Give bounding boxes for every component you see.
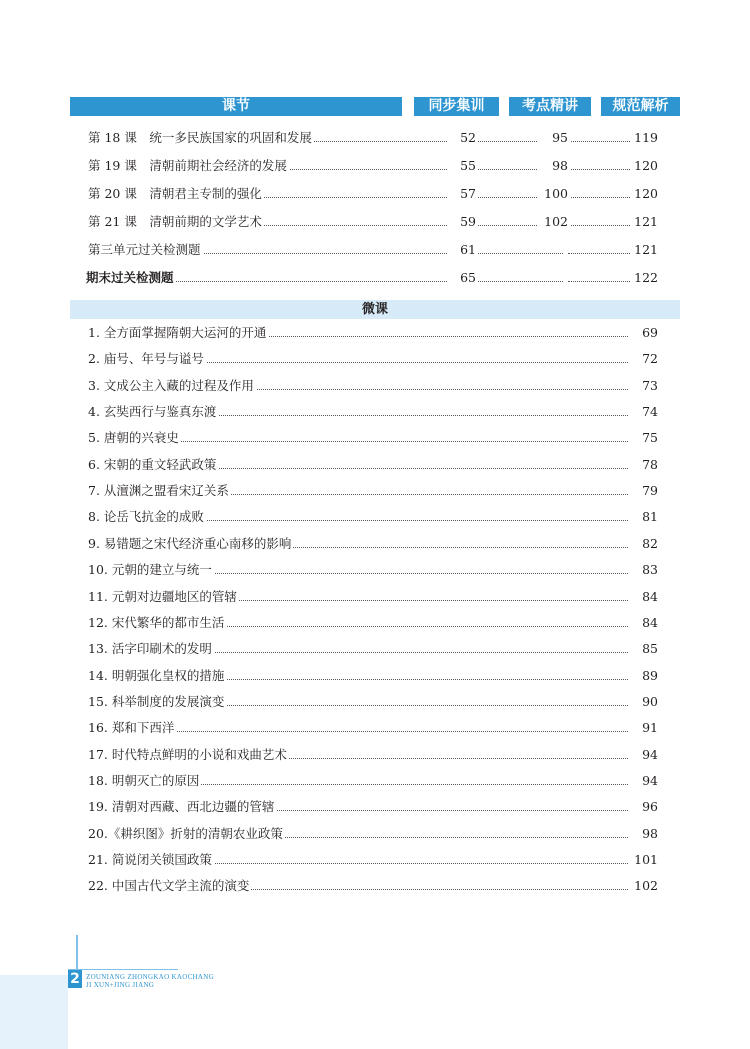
header-analysis: 规范解析 (601, 97, 680, 116)
microclass-page: 69 (629, 322, 658, 344)
microclass-title: 21. 简说闭关锁国政策 (88, 849, 214, 871)
microclass-page: 94 (629, 770, 658, 792)
footer-band (0, 975, 68, 1049)
sync-page: 59 (448, 211, 478, 233)
lesson-row[interactable] (88, 211, 658, 233)
lesson-title: 第 18 课 统一多民族国家的巩固和发展 (88, 127, 314, 149)
microclass-item[interactable] (88, 717, 658, 739)
microclass-page: 94 (629, 744, 658, 766)
microclass-title: 15. 科举制度的发展演变 (88, 691, 226, 713)
microclass-title: 5. 唐朝的兴衰史 (88, 427, 181, 449)
microclass-title: 13. 活字印刷术的发明 (88, 638, 214, 660)
microclass-page: 84 (629, 586, 658, 608)
footer-series-line2: JI XUN+JING JIANG (86, 981, 155, 989)
lesson-title: 第三单元过关检测题 (88, 239, 203, 261)
microclass-page: 101 (629, 849, 658, 871)
analysis-page: 120 (630, 183, 658, 205)
sync-page: 52 (448, 127, 478, 149)
dot-leader (568, 253, 636, 254)
sync-page: 61 (448, 239, 478, 261)
header-sync-training: 同步集训 (414, 97, 499, 116)
lesson-row[interactable] (88, 127, 658, 149)
sync-page: 55 (448, 155, 478, 177)
dot-leader (468, 281, 563, 282)
microclass-title: 4. 玄奘西行与鉴真东渡 (88, 401, 218, 423)
microclass-item[interactable] (88, 401, 658, 423)
lesson-title: 第 19 课 清朝前期社会经济的发展 (88, 155, 289, 177)
dot-leader (568, 281, 636, 282)
microclass-page: 82 (629, 533, 658, 555)
microclass-item[interactable] (88, 849, 658, 871)
analysis-page: 119 (630, 127, 658, 149)
lesson-row[interactable] (88, 267, 658, 289)
microclass-page: 73 (629, 375, 658, 397)
microclass-title: 9. 易错题之宋代经济重心南移的影响 (88, 533, 293, 555)
microclass-item[interactable] (88, 770, 658, 792)
microclass-title: 12. 宋代繁华的都市生活 (88, 612, 226, 634)
lesson-row[interactable] (88, 239, 658, 261)
microclass-title: 22. 中国古代文学主流的演变 (88, 875, 251, 897)
microclass-page: 81 (629, 506, 658, 528)
lesson-row[interactable] (88, 183, 658, 205)
keypoint-page: 98 (538, 155, 570, 177)
microclass-item[interactable] (88, 638, 658, 660)
microclass-item[interactable] (88, 533, 658, 555)
dot-leader (568, 225, 636, 226)
lesson-title: 第 20 课 清朝君主专制的强化 (88, 183, 264, 205)
footer-divider (68, 969, 178, 970)
microclass-page: 96 (629, 796, 658, 818)
microclass-item[interactable] (88, 427, 658, 449)
analysis-page: 120 (630, 155, 658, 177)
keypoint-page: 95 (538, 127, 570, 149)
microclass-item[interactable] (88, 454, 658, 476)
microclass-title: 17. 时代特点鲜明的小说和戏曲艺术 (88, 744, 289, 766)
microclass-item[interactable] (88, 375, 658, 397)
microclass-title: 2. 庙号、年号与谥号 (88, 348, 206, 370)
lesson-row[interactable] (88, 155, 658, 177)
microclass-item[interactable] (88, 348, 658, 370)
dot-leader (468, 253, 563, 254)
microclass-title: 10. 元朝的建立与统一 (88, 559, 214, 581)
footer-series-line1: ZOUNIANG ZHONGKAO KAOCHANG (86, 973, 214, 981)
microclass-page: 90 (629, 691, 658, 713)
lesson-title: 期末过关检测题 (86, 267, 176, 289)
dot-leader (568, 197, 636, 198)
microclass-item[interactable] (88, 796, 658, 818)
microclass-page: 75 (629, 427, 658, 449)
analysis-page: 122 (630, 267, 658, 289)
microclass-page: 85 (629, 638, 658, 660)
sync-page: 65 (448, 267, 478, 289)
microclass-page: 102 (629, 875, 658, 897)
microclass-item[interactable] (88, 480, 658, 502)
header-lesson: 课节 (70, 97, 402, 116)
microclass-title: 18. 明朝灭亡的原因 (88, 770, 201, 792)
microclass-item[interactable] (88, 691, 658, 713)
microclass-page: 91 (629, 717, 658, 739)
microclass-item[interactable] (88, 559, 658, 581)
microclass-title: 11. 元朝对边疆地区的管辖 (88, 586, 239, 608)
microclass-page: 74 (629, 401, 658, 423)
microclass-item[interactable] (88, 586, 658, 608)
microclass-item[interactable] (88, 744, 658, 766)
analysis-page: 121 (630, 211, 658, 233)
microclass-title: 16. 郑和下西洋 (88, 717, 176, 739)
microclass-item[interactable] (88, 322, 658, 344)
header-key-points: 考点精讲 (509, 97, 591, 116)
microclass-page: 72 (629, 348, 658, 370)
lesson-title: 第 21 课 清朝前期的文学艺术 (88, 211, 264, 233)
microclass-item[interactable] (88, 665, 658, 687)
dot-leader (568, 169, 636, 170)
microclass-item[interactable] (88, 506, 658, 528)
microclass-page: 84 (629, 612, 658, 634)
microclass-item[interactable] (88, 612, 658, 634)
microclass-title: 20.《耕织图》折射的清朝农业政策 (88, 823, 285, 845)
microclass-title: 7. 从澶渊之盟看宋辽关系 (88, 480, 231, 502)
microclass-page: 78 (629, 454, 658, 476)
dot-leader (568, 141, 636, 142)
microclass-title: 3. 文成公主入藏的过程及作用 (88, 375, 256, 397)
keypoint-page: 100 (538, 183, 570, 205)
microclass-item[interactable] (88, 823, 658, 845)
microclass-page: 98 (629, 823, 658, 845)
microclass-title: 1. 全方面掌握隋朝大运河的开通 (88, 322, 268, 344)
microclass-title: 6. 宋朝的重文轻武政策 (88, 454, 218, 476)
sync-page: 57 (448, 183, 478, 205)
microclass-page: 89 (629, 665, 658, 687)
microclass-page: 79 (629, 480, 658, 502)
analysis-page: 121 (630, 239, 658, 261)
microclass-header: 微课 (70, 300, 680, 319)
keypoint-page: 102 (538, 211, 570, 233)
microclass-title: 19. 清朝对西藏、西北边疆的管辖 (88, 796, 276, 818)
page-number: 2 (68, 970, 82, 988)
microclass-title: 14. 明朝强化皇权的措施 (88, 665, 226, 687)
microclass-title: 8. 论岳飞抗金的成败 (88, 506, 206, 528)
microclass-page: 83 (629, 559, 658, 581)
microclass-item[interactable] (88, 875, 658, 897)
